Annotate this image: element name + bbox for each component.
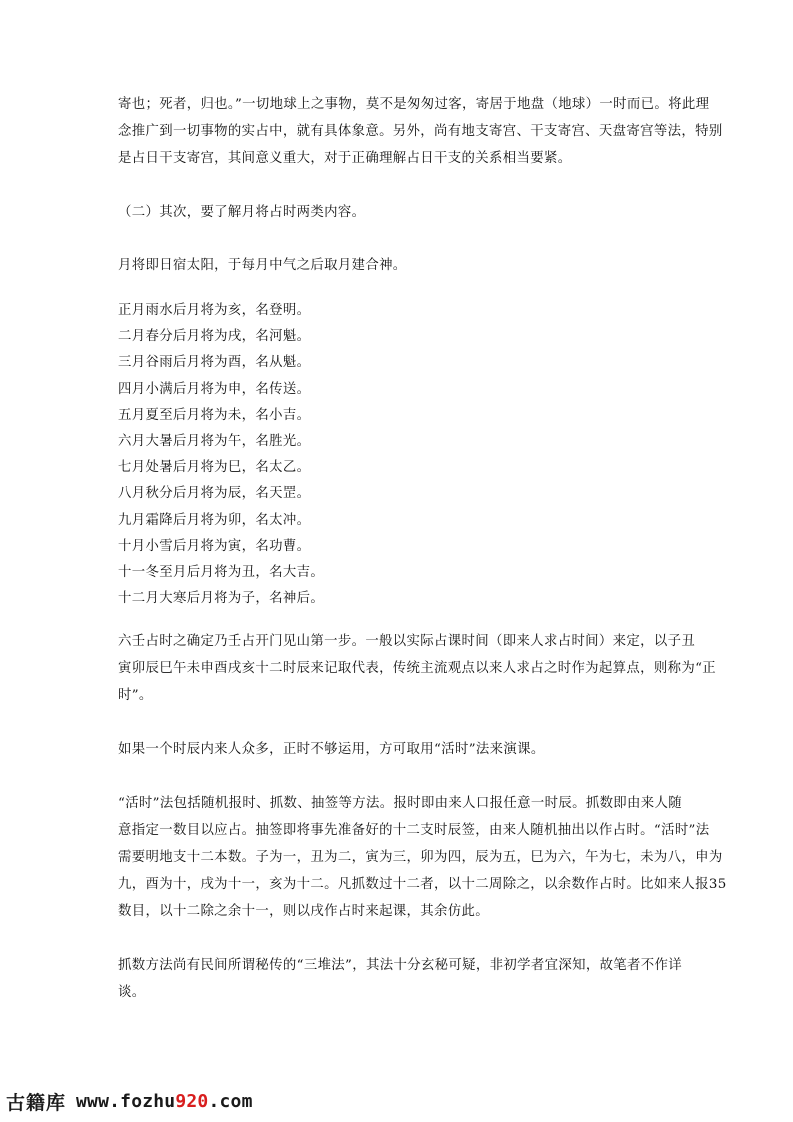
text-line: 时”。	[118, 688, 153, 703]
paragraph-definition	[118, 252, 678, 279]
text-line: 谈。	[118, 985, 146, 1000]
list-item: 二月春分后月将为戌，名河魁。	[118, 329, 311, 345]
site-logo-text: 古籍库	[6, 1091, 67, 1114]
text-line: 月将即日宿太阳，于每月中气之后取月建合神。	[118, 258, 407, 273]
list-item: 正月雨水后月将为亥，名登明。	[118, 303, 311, 318]
paragraph-huoshi-intro	[118, 736, 678, 763]
text-line: “活时”法包括随机报时、抓数、抽签等方法。报时即由来人口报任意一时辰。抓数即由来人随	[118, 796, 683, 811]
text-line: 寄也；死者，归也。”一切地球上之事物，莫不是匆匆过客，寄居于地盘（地球）一时而已。将此理	[118, 97, 710, 112]
paragraph-huoshi-methods	[118, 790, 727, 925]
site-url	[76, 1091, 253, 1112]
site-url-suffix: .com	[208, 1090, 253, 1112]
text-line: 抓数方法尚有民间所谓秘传的“三堆法”，其法十分玄秘可疑，非初学者宜深知，故笔者不作详	[118, 958, 683, 973]
text-line: 如果一个时辰内来人众多，正时不够运用，方可取用“活时”法来演课。	[118, 742, 545, 757]
text-line: 是占日干支寄宫，其间意义重大，对于正确理解占日干支的关系相当要紧。	[118, 151, 572, 166]
text-line: 意指定一数目以应占。抽签即将事先准备好的十二支时辰签，由来人随机抽出以作占时。“活时”法	[118, 823, 710, 838]
text-line: 数目，以十二除之余十一，则以戌作占时来起课，其余仿此。	[118, 904, 489, 919]
list-item: 九月霜降后月将为卯，名太冲。	[118, 512, 311, 528]
paragraph-intro	[118, 91, 723, 172]
footer-watermark	[6, 1086, 253, 1116]
text-line: 念推广到一切事物的实占中，就有具体象意。另外，尚有地支寄宫、干支寄宫、天盘寄宫等法，特别	[118, 124, 723, 139]
section-heading: （二）其次，要了解月将占时两类内容。	[118, 205, 366, 220]
text-line: 六壬占时之确定乃壬占开门见山第一步。一般以实际占课时间（即来人求占时间）来定，以子丑	[118, 634, 696, 649]
list-item: 七月处暑后月将为巳，名太乙。	[118, 460, 311, 476]
list-item: 十一冬至月后月将为丑，名大吉。	[118, 565, 325, 581]
site-url-number: 920	[175, 1090, 209, 1112]
list-item: 十月小雪后月将为寅，名功曹。	[118, 538, 311, 554]
paragraph-section-two	[118, 199, 678, 226]
list-item: 五月夏至后月将为未，名小吉。	[118, 407, 311, 423]
text-line: 九，酉为十，戌为十一，亥为十二。凡抓数过十二者，以十二周除之，以余数作占时。比如来人报35	[118, 877, 727, 892]
month-general-list	[118, 298, 518, 612]
list-item: 六月大暑后月将为午，名胜光。	[118, 434, 311, 450]
list-item: 三月谷雨后月将为酉，名从魁。	[118, 355, 311, 371]
list-item: 十二月大寒后月将为子，名神后。	[118, 591, 325, 607]
text-line: 需要明地支十二本数。子为一，丑为二，寅为三，卯为四，辰为五，巳为六，午为七，未为八，申为	[118, 850, 723, 865]
paragraph-zhengshi	[118, 628, 717, 709]
list-item: 八月秋分后月将为辰，名天罡。	[118, 486, 311, 502]
paragraph-sandui	[118, 952, 683, 1006]
list-item: 四月小满后月将为申，名传送。	[118, 381, 311, 397]
site-url-prefix: www.fozhu	[76, 1090, 176, 1112]
text-line: 寅卯辰巳午未申酉戌亥十二时辰来记取代表，传统主流观点以来人求占之时作为起算点，则称为“正	[118, 661, 717, 676]
